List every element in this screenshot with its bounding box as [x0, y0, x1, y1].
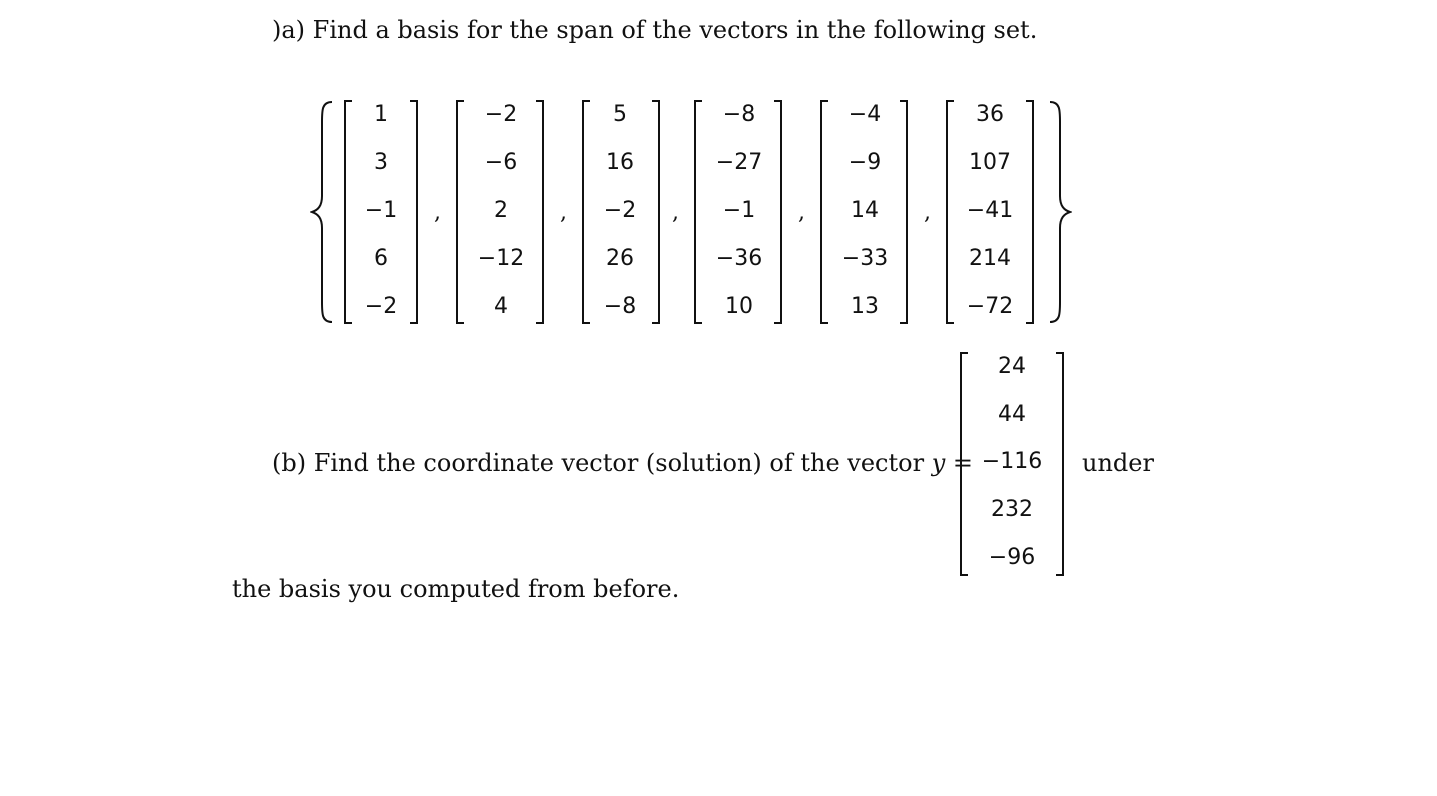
vector-set: [310, 96, 1070, 328]
bracket-left: [960, 352, 968, 576]
vector-entry: 4: [494, 294, 508, 319]
bracket-right: [652, 100, 660, 324]
vector-entry: 10: [725, 294, 753, 319]
vector-entry: 5: [613, 102, 627, 127]
vector-entry: −8: [722, 102, 756, 127]
comma-separator: ,: [924, 200, 931, 225]
left-brace: [310, 100, 336, 324]
vector-2: [450, 96, 550, 328]
vector-entry: −1: [364, 198, 398, 223]
vector-entry: −9: [848, 150, 882, 175]
vector-entry: −1: [722, 198, 756, 223]
comma-separator: ,: [798, 200, 805, 225]
vector-5: [814, 96, 914, 328]
y-vector-entry: −96: [988, 545, 1036, 570]
part-b-suffix: under: [1082, 449, 1154, 477]
vector-entry: −27: [715, 150, 763, 175]
bracket-right: [1056, 352, 1064, 576]
vector-entry: −2: [364, 294, 398, 319]
variable-y: y: [931, 449, 946, 477]
bracket-left: [946, 100, 954, 324]
vector-entry: 1: [374, 102, 388, 127]
bracket-right: [410, 100, 418, 324]
vector-4: [688, 96, 788, 328]
bracket-left: [582, 100, 590, 324]
vector-entry: 13: [851, 294, 879, 319]
vector-entry: −33: [841, 246, 889, 271]
bracket-right: [900, 100, 908, 324]
bracket-left: [344, 100, 352, 324]
vector-entry: −72: [966, 294, 1014, 319]
vector-entry: −2: [484, 102, 518, 127]
vector-entry: −4: [848, 102, 882, 127]
bracket-right: [1026, 100, 1034, 324]
equals-sign: =: [945, 449, 974, 477]
part-a-prompt: )a) Find a basis for the span of the vectors in the following set.: [272, 16, 1038, 44]
bracket-right: [774, 100, 782, 324]
bracket-left: [820, 100, 828, 324]
y-vector-entry: 24: [998, 354, 1026, 379]
y-vector-entry: 44: [998, 402, 1026, 427]
bracket-left: [694, 100, 702, 324]
vector-6: [940, 96, 1040, 328]
y-vector-entry: 232: [991, 497, 1033, 522]
vector-entry: −8: [603, 294, 637, 319]
part-b-prefix: (b) Find the coordinate vector (solution) of the vector: [272, 449, 932, 477]
y-vector: [958, 350, 1068, 578]
vector-entry: 214: [969, 246, 1011, 271]
vector-entry: 14: [851, 198, 879, 223]
vector-entry: −6: [484, 150, 518, 175]
vector-entry: −36: [715, 246, 763, 271]
vector-entry: 107: [969, 150, 1011, 175]
y-vector-entry: −116: [981, 449, 1043, 474]
bracket-left: [456, 100, 464, 324]
bracket-right: [536, 100, 544, 324]
vector-entry: 16: [606, 150, 634, 175]
vector-entry: −12: [477, 246, 525, 271]
comma-separator: ,: [434, 200, 441, 225]
vector-entry: 3: [374, 150, 388, 175]
vector-entry: −41: [966, 198, 1014, 223]
part-b-continuation: the basis you computed from before.: [232, 575, 680, 603]
vector-entry: 6: [374, 246, 388, 271]
comma-separator: ,: [672, 200, 679, 225]
vector-entry: 26: [606, 246, 634, 271]
vector-3: [576, 96, 666, 328]
vector-entry: −2: [603, 198, 637, 223]
vector-1: [334, 96, 426, 328]
vector-entry: 2: [494, 198, 508, 223]
vector-entry: 36: [976, 102, 1004, 127]
part-b-prompt: [272, 451, 973, 475]
comma-separator: ,: [560, 200, 567, 225]
right-brace: [1046, 100, 1072, 324]
